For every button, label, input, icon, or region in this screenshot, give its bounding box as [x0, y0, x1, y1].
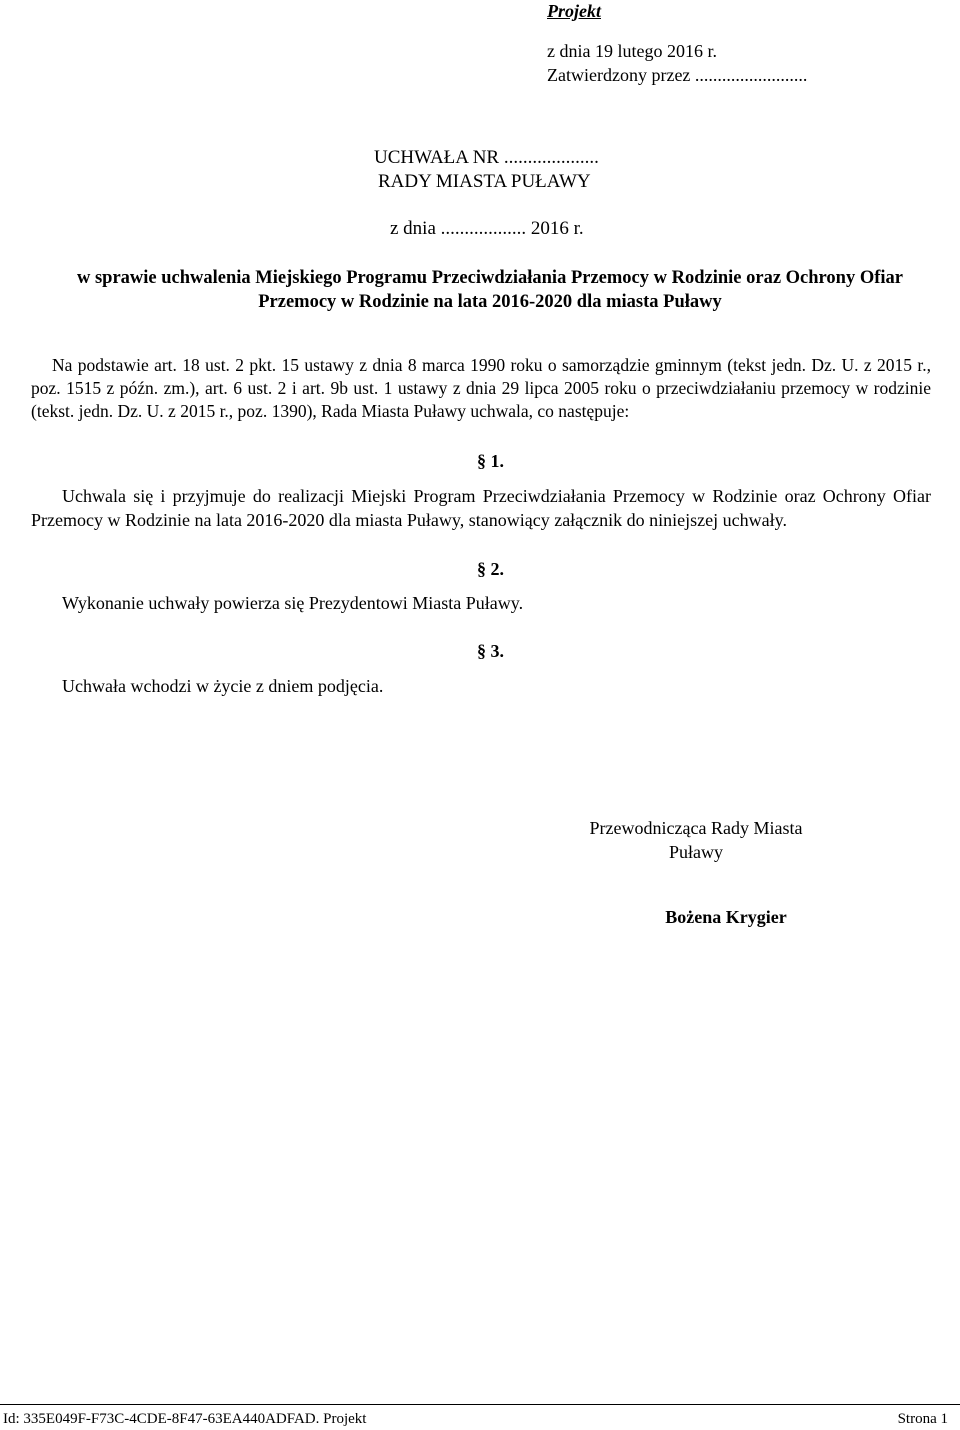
legal-basis-text: Na podstawie art. 18 ust. 2 pkt. 15 ustawy z dnia 8 marca 1990 roku o samorządzie gminnym (tekst jedn. Dz. U. z 2015 r., poz. 1515 z późn. zm.), art. 6 ust. 2 i art. 9b ust. 1 ustawy z dnia 29 lipca 2005 roku o przeciwdziałaniu przemocy w rodzinie (tekst. jedn. Dz. U. z 2015 r., poz. 1390), Rada Miasta Puławy uchwala, co następuje: — [31, 355, 931, 421]
paragraph-3-mark: § 3. — [477, 641, 504, 661]
signatory-position-line-1: Przewodnicząca Rady Miasta — [589, 818, 803, 838]
footer-divider — [0, 1404, 960, 1405]
signatory-position-line-2: Puławy — [669, 842, 723, 862]
council-name: RADY MIASTA PUŁAWY — [378, 171, 591, 192]
paragraph-1-text-block — [31, 484, 931, 532]
subject-line-2: Przemocy w Rodzinie na lata 2016-2020 dla miasta Puławy — [258, 292, 722, 312]
resolution-subject — [30, 266, 950, 314]
paragraph-2-text: Wykonanie uchwały powierza się Prezydentowi Miasta Puławy. — [62, 593, 524, 613]
paragraph-1-text: Uchwala się i przyjmuje do realizacji Miejski Program Przeciwdziałania Przemocy w Rodzinie oraz Ochrony Ofiar Przemocy w Rodzinie na lata 2016-2020 dla miasta Puławy, stanowiący załącznik do niniejszej uchwały. — [31, 486, 931, 530]
resolution-number: UCHWAŁA NR .................... — [374, 147, 599, 168]
legal-basis — [31, 354, 931, 423]
signatory-name: Bożena Krygier — [665, 907, 787, 927]
paragraph-1-mark: § 1. — [477, 451, 504, 471]
signatory-position — [530, 816, 862, 864]
paragraph-3-text: Uchwała wchodzi w życie z dniem podjęcia. — [62, 676, 384, 696]
paragraph-2-mark: § 2. — [477, 559, 504, 579]
approved-by: Zatwierdzony przez ......................... — [547, 65, 808, 85]
resolution-date: z dnia .................. 2016 r. — [390, 218, 584, 239]
document-status-label: Projekt — [547, 1, 601, 21]
subject-line-1: w sprawie uchwalenia Miejskiego Programu Przeciwdziałania Przemocy w Rodzinie oraz Ochrony Ofiar — [76, 268, 903, 288]
document-id: Id: 335E049F-F73C-4CDE-8F47-63EA440ADFAD. Projekt — [3, 1411, 367, 1427]
draft-date: z dnia 19 lutego 2016 r. — [547, 41, 717, 61]
page-number: Strona 1 — [897, 1411, 948, 1427]
